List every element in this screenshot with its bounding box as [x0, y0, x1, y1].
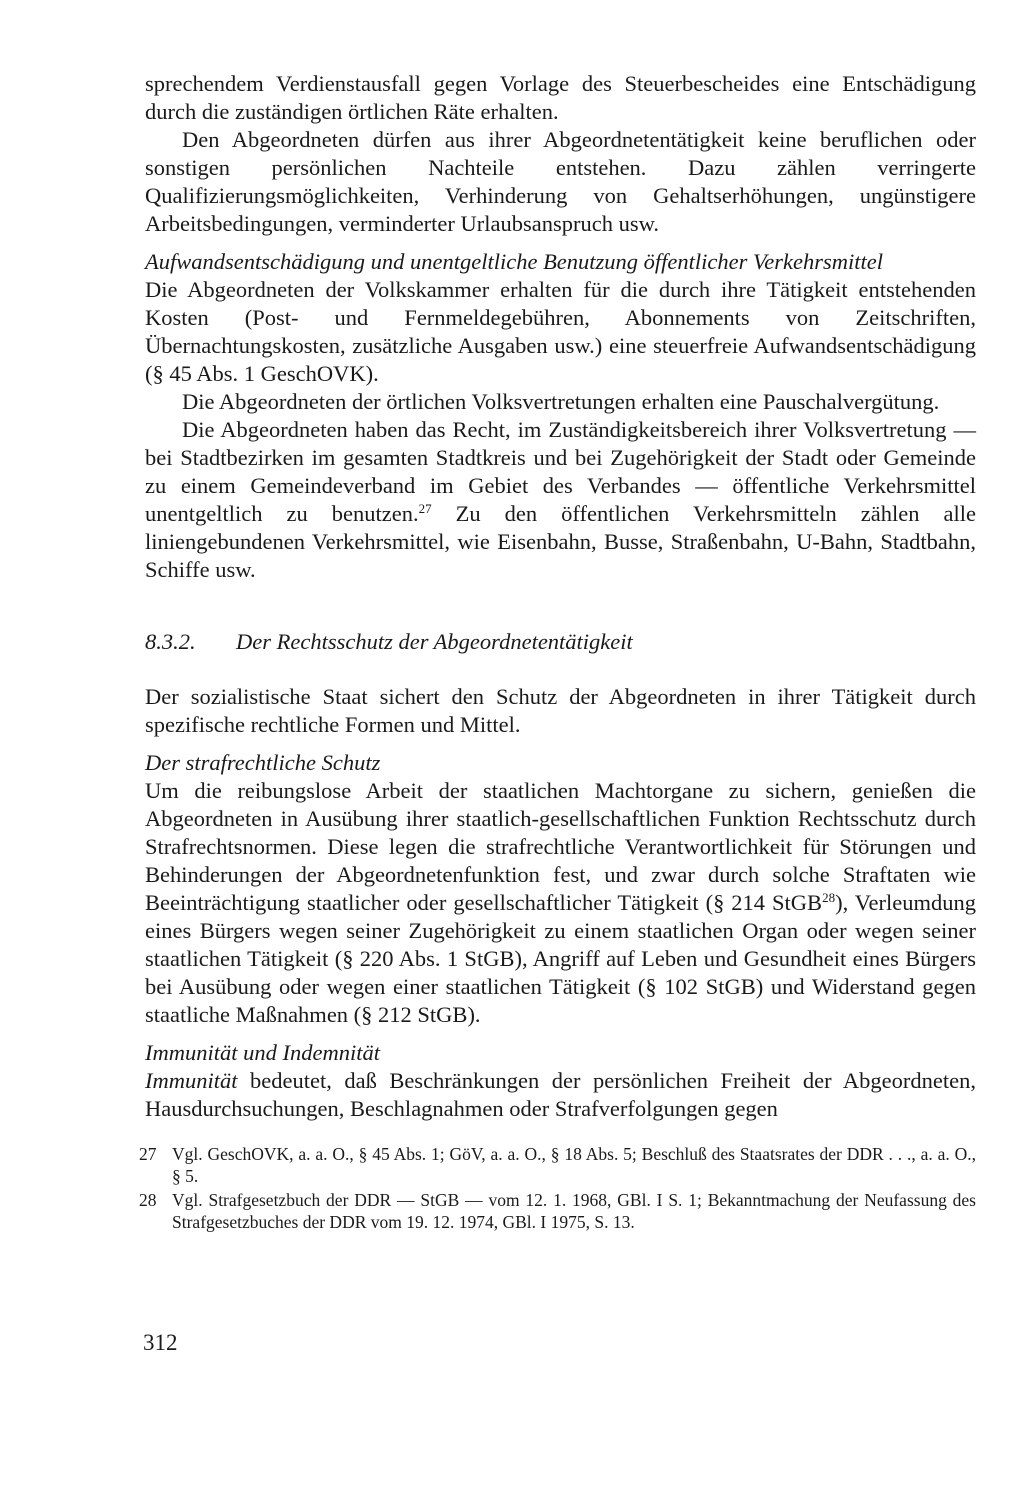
footnote-number: 27 [139, 1144, 157, 1164]
subheading-criminal-protection: Der strafrechtliche Schutz [145, 750, 381, 775]
footnote-text: Vgl. GeschOVK, a. a. O., § 45 Abs. 1; GöV, a. a. O., § 18 Abs. 5; Beschluß des Staatsrates der DDR . . ., a. a. O., § 5. [172, 1144, 976, 1186]
page-number: 312 [143, 1330, 178, 1355]
footnote-text: Vgl. Strafgesetzbuch der DDR — StGB — vom 12. 1. 1968, GBl. I S. 1; Bekanntmachung der Neufassung des Strafgesetzbuches der DDR vom 19. 12. 1974, GBl. I 1975, S. 13. [172, 1190, 976, 1232]
subheading-expense-allowance: Aufwandsentschädigung und unentgeltliche Benutzung öffentlicher Verkehrsmittel [145, 249, 883, 274]
paragraph-criminal-protection-part1: Um die reibungslose Arbeit der staatlichen Machtorgane zu sichern, genießen die Abgeordneten in Ausübung ihrer staatlich-gesellschaftlichen Funktion Rechtsschutz durch Strafrechtsnormen. Diese legen die strafrechtliche Verantwortlichkeit für Störungen und Behinderungen der Abgeordnetenfunktion fest, und zwar durch solche Straftaten wie Beeinträchtigung staatlicher oder gesellschaftlicher Tätigkeit (§ 214 StGB [145, 778, 976, 915]
paragraph-public-transport [145, 416, 976, 584]
paragraph-volkskammer-allowance: Die Abgeordneten der Volkskammer erhalten für die durch ihre Tätigkeit entstehenden Kosten (Post- und Fernmeldegebühren, Abonnements von Zeitschriften, Übernachtungskosten, zusätzliche Ausgaben usw.) eine steuerfreie Aufwandsentschädigung (§ 45 Abs. 1 GeschOVK). [145, 277, 976, 386]
immunity-term: Immunität [145, 1068, 238, 1093]
footnotes [139, 1143, 976, 1233]
footnote-reference-27: 27 [418, 501, 432, 516]
paragraph-criminal-protection-part2: ), Verleumdung eines Bürgers wegen seiner Zugehörigkeit zu einem staatlichen Organ oder wegen seiner staatlichen Tätigkeit (§ 220 Abs. 1 StGB), Angriff auf Leben und Gesundheit eines Bürgers bei Ausübung oder wegen einer staatlichen Tätigkeit (§ 102 StGB) und Widerstand gegen staatliche Maßnahmen (§ 212 StGB). [145, 890, 977, 1027]
footnote-reference-28: 28 [822, 890, 836, 905]
paragraph-continuation: sprechendem Verdienstausfall gegen Vorlage des Steuerbescheides eine Entschädigung durch die zuständigen örtlichen Räte erhalten. [145, 71, 976, 124]
paragraph-public-transport-part2: Zu den öffentlichen Verkehrsmitteln zählen alle liniengebundenen Verkehrsmittel, wie Eisenbahn, Busse, Straßenbahn, U-Bahn, Stadtbahn, Schiffe usw. [145, 501, 976, 582]
paragraph-immunity [145, 1067, 976, 1123]
footnote-28 [139, 1189, 976, 1233]
paragraph-local-allowance: Die Abgeordneten der örtlichen Volksvertretungen erhalten eine Pauschalvergütung. [182, 389, 940, 414]
footnote-27 [139, 1143, 976, 1187]
footnote-number: 28 [139, 1190, 157, 1210]
section-number: 8.3.2. [145, 629, 196, 654]
paragraph-disadvantages: Den Abgeordneten dürfen aus ihrer Abgeordnetentätigkeit keine beruflichen oder sonstigen persönlichen Nachteile entstehen. Dazu zählen verringerte Qualifizierungsmöglichkeiten, Verhinderung von Gehaltserhöhungen, ungünstigere Arbeitsbedingungen, verminderter Urlaubsanspruch usw. [145, 127, 976, 236]
paragraph-immunity-text: bedeutet, daß Beschränkungen der persönlichen Freiheit der Abgeordneten, Hausdurchsuchungen, Beschlagnahmen oder Strafverfolgungen gegen [145, 1068, 976, 1121]
body-text [145, 70, 976, 1123]
section-title: Der Rechtsschutz der Abgeordnetentätigkeit [236, 629, 633, 654]
paragraph-public-transport-part1: Die Abgeordneten haben das Recht, im Zuständigkeitsbereich ihrer Volksvertretung — bei Stadtbezirken im gesamten Stadtkreis und bei Zugehörigkeit der Stadt oder Gemeinde zu einem Gemeindeverband im Gebiet des Verbandes — öffentliche Verkehrsmittel unentgeltlich zu benutzen. [145, 417, 976, 526]
paragraph-legal-protection: Der sozialistische Staat sichert den Schutz der Abgeordneten in ihrer Tätigkeit durch spezifische rechtliche Formen und Mittel. [145, 684, 976, 737]
section-heading [145, 628, 976, 656]
subheading-immunity: Immunität und Indemnität [145, 1040, 380, 1065]
paragraph-criminal-protection [145, 777, 976, 1029]
